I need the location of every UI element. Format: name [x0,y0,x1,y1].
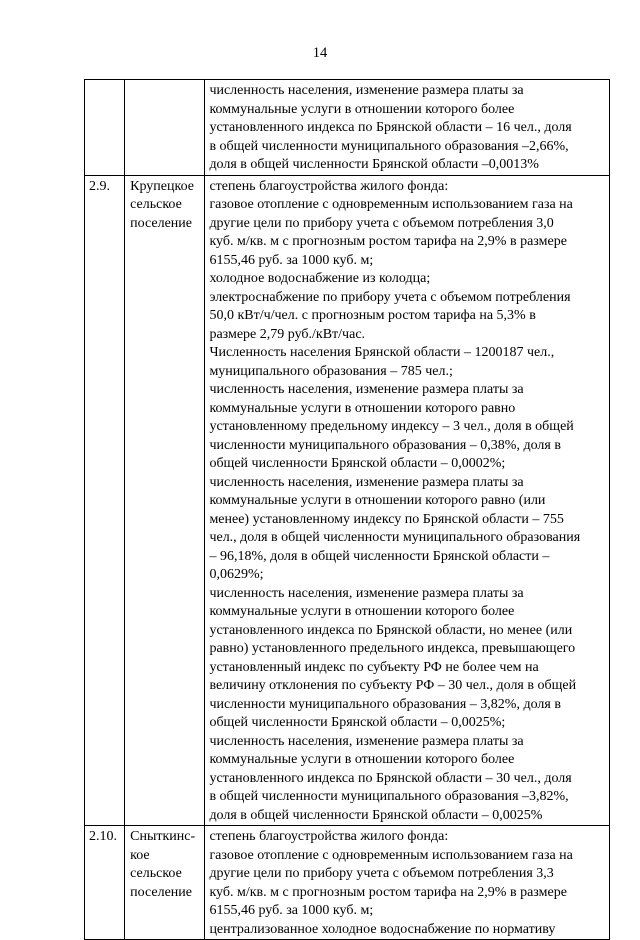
description-line: 6155,46 руб. за 1000 куб. м; [209,903,374,918]
description-text [205,176,609,826]
description-line: размере 2,79 руб./кВт/час. [209,326,366,342]
description-line: доля в общей численности Брянской области – 0,0025% [209,807,543,823]
settlement-name-line: Крупецкое [130,178,194,194]
description-line: куб. м/кв. м с прогнозным ростом тарифа на 2,9% в размере [209,234,567,249]
description-line: газовое отопление с одновременным использованием газа на [209,847,573,863]
description-line: численности муниципального образования – 3,82%, доля в [209,696,561,712]
description-line: установленного индекса по Брянской области – 30 чел., доля [209,770,572,786]
description-line: муниципального образования – 785 чел.; [209,363,453,379]
description-line: в общей численности муниципального образования –3,82%, [209,789,569,804]
settlement-name-cell [125,826,205,940]
description-line: степень благоустройства жилого фонда: [209,178,449,194]
description-cell [205,175,610,826]
description-line: 6155,46 руб. за 1000 куб. м; [209,252,374,268]
settlement-name [125,80,204,82]
settlement-name-cell [125,80,205,176]
description-line: коммунальные услуги в отношении которого более [209,752,515,767]
description-line: численности муниципального образования – 0,38%, доля в [209,437,561,453]
description-line: установленного индекса по Брянской области, но менее (или [209,622,573,638]
description-line: централизованное холодное водоснабжение по нормативу [209,921,556,937]
settlement-name-cell [125,175,205,826]
description-line: величину отклонения по субъекту РФ – 30 чел., доля в общей [209,678,577,693]
row-number: 2.9. [89,178,110,194]
description-line: холодное водоснабжение из колодца; [209,271,431,286]
table-row [85,826,610,940]
row-number-cell [85,826,125,940]
description-line: степень благоустройства жилого фонда: [209,829,449,844]
description-line: электроснабжение по прибору учета с объемом потребления [209,289,571,305]
description-line: установленному предельному индексу – 3 чел., доля в общей [209,419,574,434]
document-table [84,79,610,940]
description-line: газовое отопление с одновременным использованием газа на [209,197,573,212]
description-cell [205,80,610,176]
description-line: общей численности Брянской области – 0,0025%; [209,715,506,730]
row-number: 2.10. [89,829,117,844]
settlement-name-line: сельское [130,197,182,212]
page-number: 14 [312,45,328,61]
description-line: коммунальные услуги в отношении которого равно [209,400,516,416]
description-line: менее) установленному индексу по Брянской области – 755 [209,511,564,527]
settlement-name-line: поселение [130,215,192,231]
description-line: коммунальные услуги в отношении которого более [209,101,515,117]
description-line: 50,0 кВт/ч/чел. с прогнозным ростом тарифа на 5,3% в [209,308,536,323]
settlement-name [125,176,204,234]
description-line: установленный индекс по субъекту РФ не более чем на [209,659,539,675]
description-line: другие цели по прибору учета с объемом потребления 3,0 [209,215,554,231]
description-line: численность населения, изменение размера платы за [209,585,524,601]
description-cell [205,826,610,940]
description-line: численность населения, изменение размера платы за [209,474,524,490]
description-line: численность населения, изменение размера платы за [209,382,524,397]
settlement-name-line: Сныткинс- [130,829,196,844]
description-text [205,826,609,939]
description-line: в общей численности муниципального образования –2,66%, [209,138,569,154]
description-line: численность населения, изменение размера платы за [209,733,524,749]
settlement-name-line: поселение [130,884,192,900]
description-line: численность населения, изменение размера платы за [209,83,524,98]
description-line: коммунальные услуги в отношении которого более [209,604,515,619]
description-line: другие цели по прибору учета с объемом потребления 3,3 [209,866,554,881]
row-number [85,80,124,82]
description-line: чел., доля в общей численности муниципального образования [209,530,581,545]
table-body [85,80,610,940]
description-text [205,80,609,175]
description-line: общей численности Брянской области – 0,0002%; [209,456,506,471]
description-line: установленного индекса по Брянской области – 16 чел., доля [209,120,572,135]
description-line: равно) установленного предельного индекса, превышающего [209,641,576,656]
description-line: куб. м/кв. м с прогнозным ростом тарифа на 2,9% в размере [209,884,567,900]
description-line: 0,0629%; [209,567,264,582]
settlement-name-line: кое [130,847,150,863]
row-number-cell [85,175,125,826]
table-row [85,80,610,176]
description-line: – 96,18%, доля в общей численности Брянской области – [209,548,550,564]
description-line: доля в общей численности Брянской области –0,0013% [209,157,539,172]
settlement-name-line: сельское [130,866,182,881]
row-number-cell [85,80,125,176]
description-line: коммунальные услуги в отношении которого равно (или [209,493,546,508]
settlement-name [125,826,204,902]
description-line: Численность населения Брянской области – 1200187 чел., [209,345,555,360]
table-row [85,175,610,826]
